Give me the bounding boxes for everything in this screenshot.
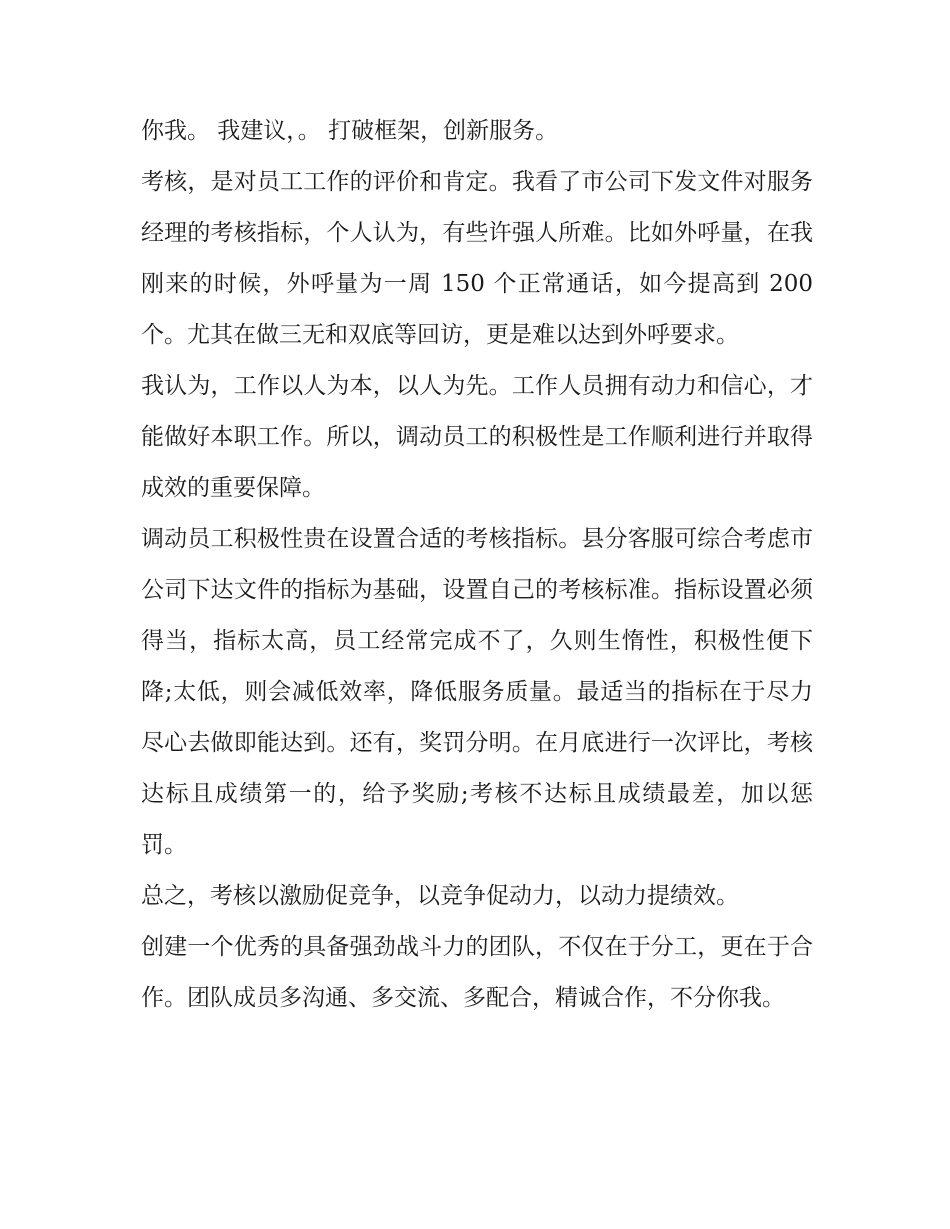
paragraph-4: 调动员工积极性贵在设置合适的考核指标。县分客服可综合考虑市公司下达文件的指标为基础，设置自己的考核标准。指标设置必须得当，指标太高，员工经常完成不了，久则生惰性，积极性便下降;太低，则会减低效率，降低服务质量。最适当的指标在于尽力尽心去做即能达到。还有，奖罚分明。在月底进行一次评比，考核达标且成绩第一的，给予奖励;考核不达标且成绩最差，加以惩罚。 (141, 526, 813, 858)
paragraph-1: 你我。 我建议，。 打破框架，创新服务。 (141, 118, 559, 144)
paragraph-6: 创建一个优秀的具备强劲战斗力的团队，不仅在于分工，更在于合作。团队成员多沟通、多交流、多配合，精诚合作，不分你我。 (141, 934, 813, 1011)
paragraph-3: 我认为，工作以人为本，以人为先。工作人员拥有动力和信心，才能做好本职工作。所以，调动员工的积极性是工作顺利进行并取得成效的重要保障。 (141, 373, 813, 501)
document-body (141, 106, 813, 1024)
paragraph-5: 总之，考核以激励促竞争，以竞争促动力，以动力提绩效。 (141, 883, 739, 909)
paragraph-2: 考核，是对员工工作的评价和肯定。我看了市公司下发文件对服务经理的考核指标，个人认为，有些许强人所难。比如外呼量，在我刚来的时候，外呼量为一周 150 个正常通话，如今提高到 200 个。尤其在做三无和双底等回访，更是难以达到外呼要求。 (141, 169, 813, 348)
